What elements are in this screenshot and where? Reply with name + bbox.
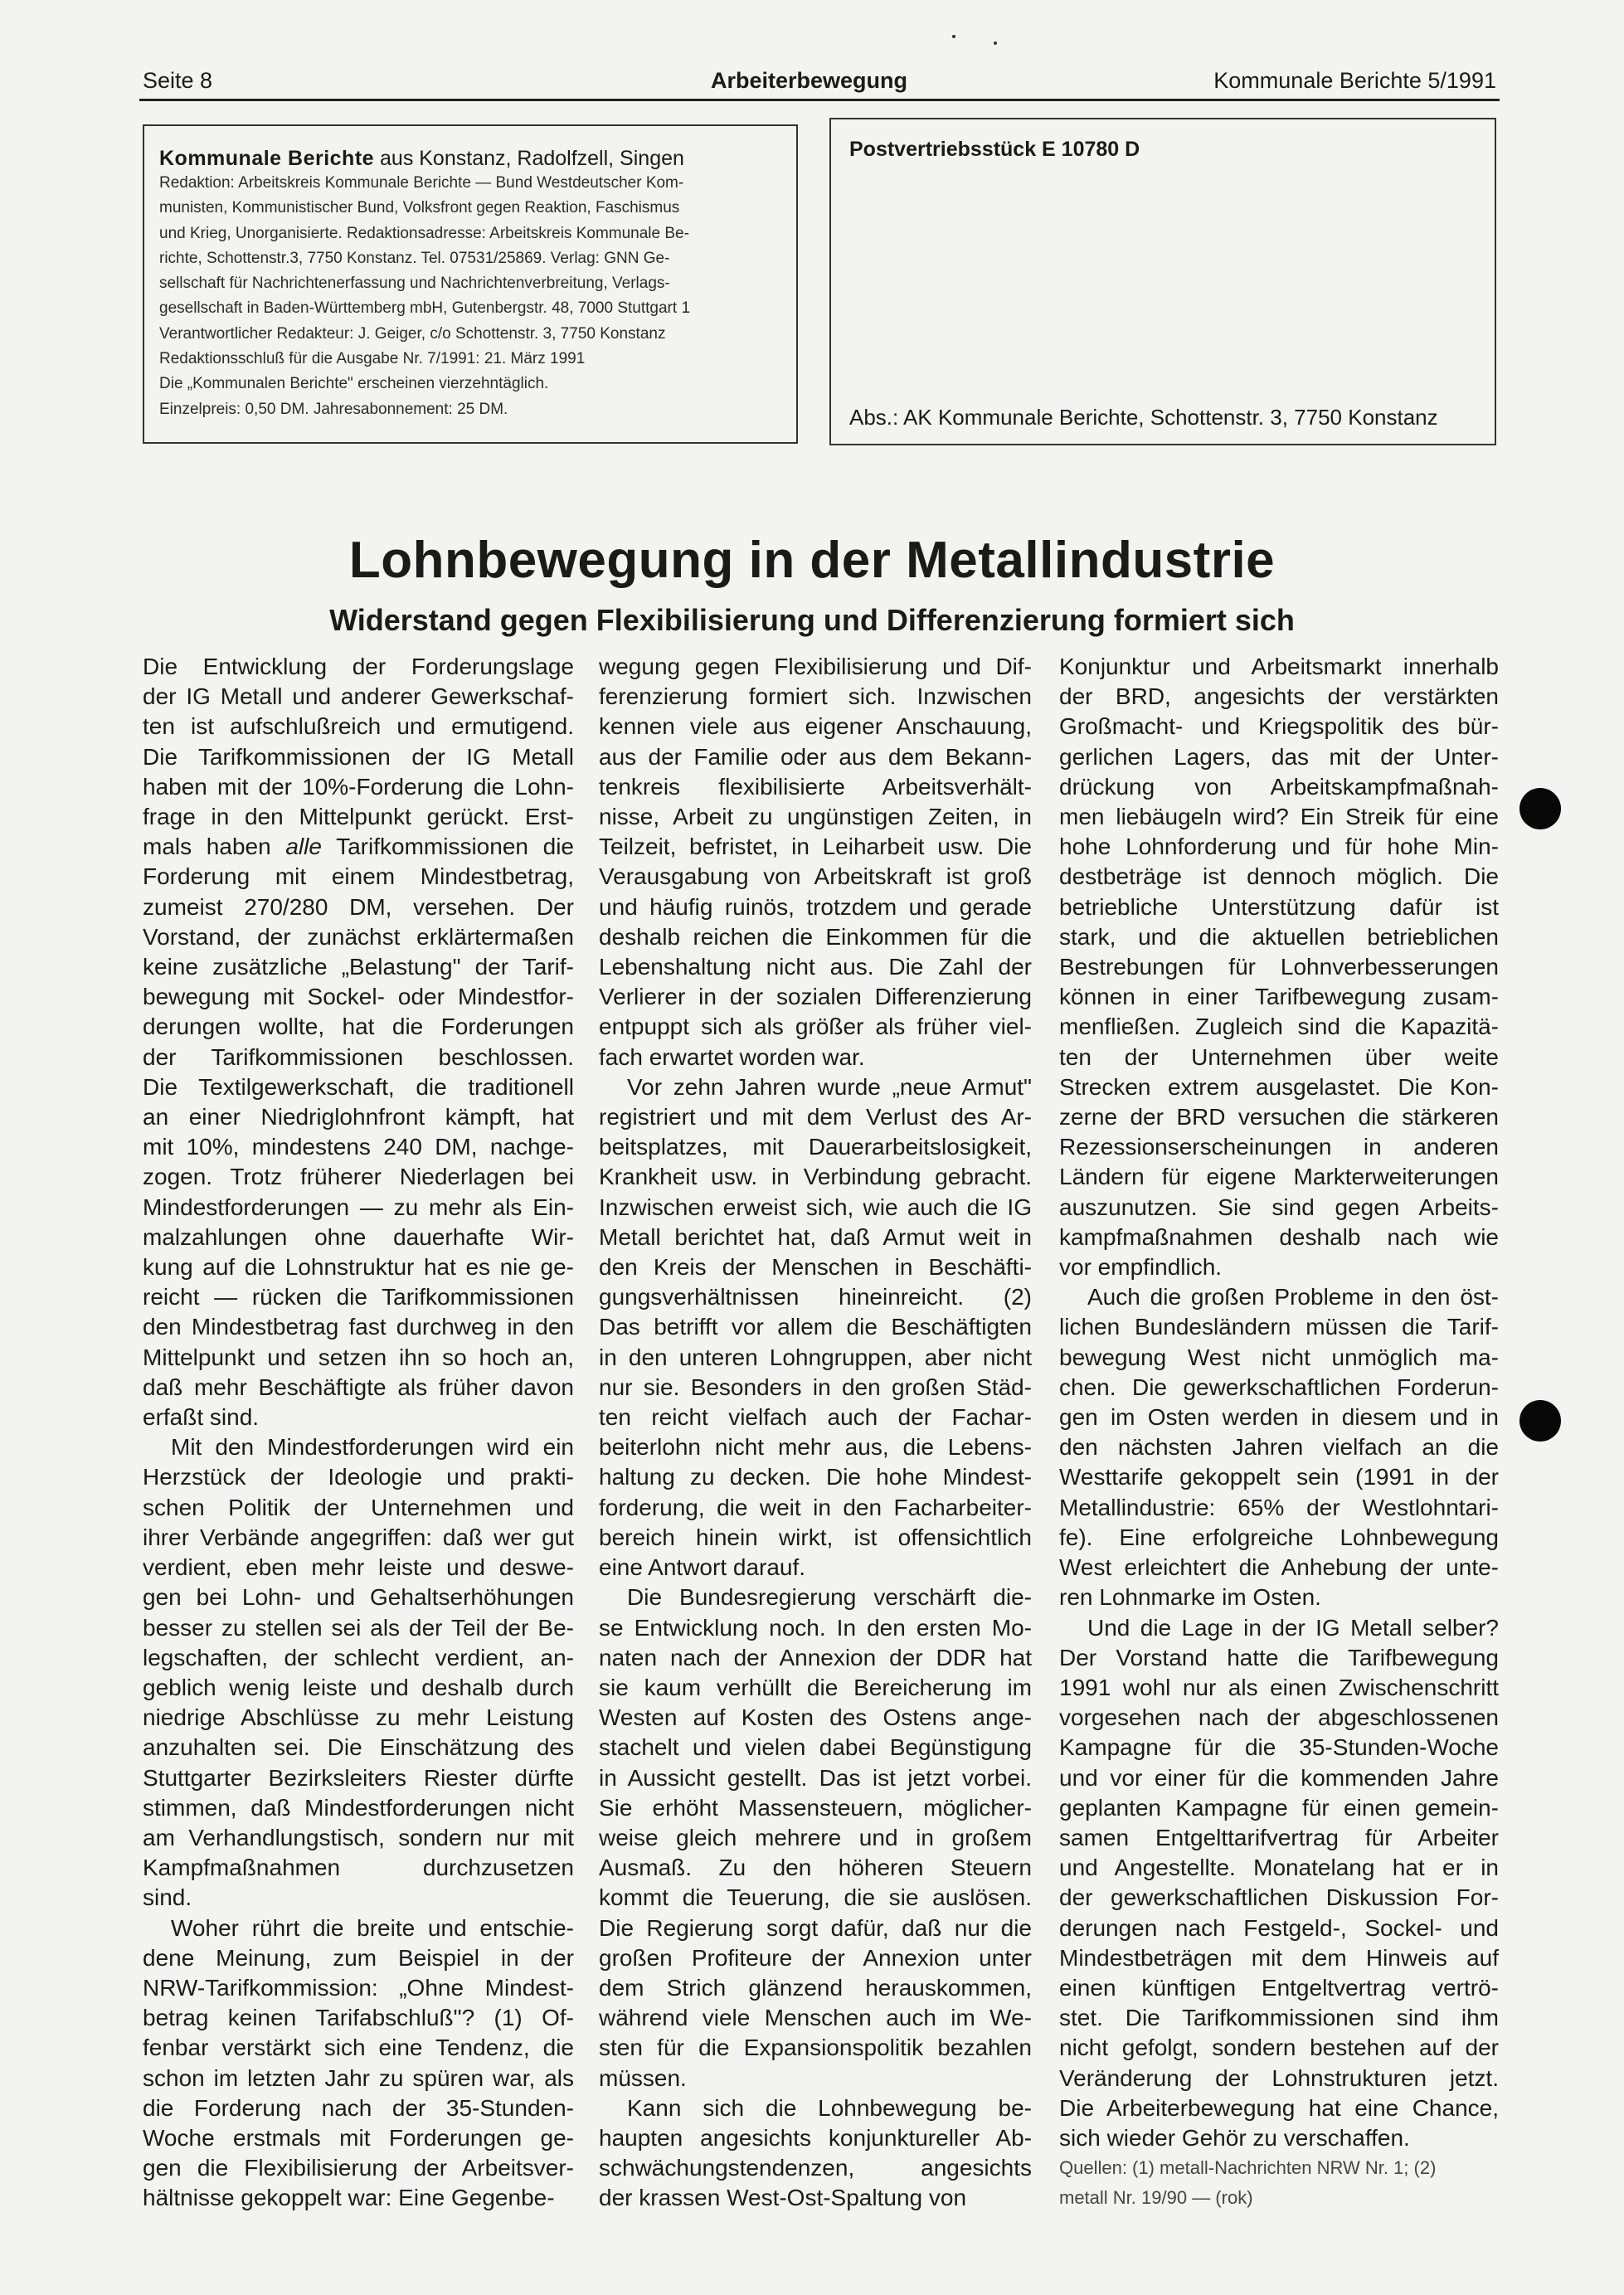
article-line: gen die Flexibilisierung der Arbeitsver- — [143, 2155, 574, 2181]
page-header — [143, 68, 1496, 96]
article-line: Konjunktur und Arbeitsmarkt innerhalb — [1059, 654, 1499, 679]
article-line: beitsplatzes, mit Dauerarbeitslosigkeit, — [599, 1134, 1032, 1160]
article-column-2 — [599, 652, 1032, 2214]
article-line: Das betrifft vor allem die Beschäftigten — [599, 1314, 1032, 1340]
article-line: und häufig ruinös, trotzdem und gerade — [599, 893, 1032, 920]
article-line: nicht gefolgt, sondern bestehen auf der — [1059, 2035, 1499, 2061]
article-line: den nächsten Jahren vielfach an die — [1059, 1434, 1499, 1461]
article-line: ihrer Verbände angegriffen: daß wer gut — [143, 1524, 574, 1550]
article-line: während viele Menschen auch im We- — [599, 2005, 1032, 2031]
article-line: betriebliche Unterstützung dafür ist — [1059, 893, 1499, 920]
article-line: stark, und die aktuellen betrieblichen — [1059, 923, 1499, 950]
article-line: Krankheit usw. in Verbindung gebracht. — [599, 1164, 1032, 1190]
article-line: tenkreis flexibilisierte Arbeitsverhält- — [599, 773, 1032, 800]
article-line: kampfmaßnahmen deshalb nach wie — [1059, 1223, 1499, 1250]
article-line: hohe Lohnforderung und für hohe Min- — [1059, 834, 1499, 860]
article-line: gungsverhältnissen hineinreicht. (2) — [599, 1284, 1032, 1310]
article-line: Inzwischen erweist sich, wie auch die IG — [599, 1194, 1032, 1220]
article-line: Sie erhöht Massensteuern, möglicher- — [599, 1794, 1032, 1821]
impressum-title — [159, 146, 783, 171]
article-column-1 — [143, 652, 574, 2214]
article-line: vorgesehen nach der abgeschlossenen — [1059, 1704, 1499, 1731]
article-line: Westtarife gekoppelt sein (1991 in der — [1059, 1464, 1499, 1490]
article-line: Verlierer in der sozialen Differenzierung — [599, 984, 1032, 1010]
impressum-line: Verantwortlicher Redakteur: J. Geiger, c/o Schottenstr. 3, 7750 Konstanz — [159, 324, 666, 343]
article-line: lichen Bundesländern müssen die Tarif- — [1059, 1314, 1499, 1340]
article-line: zumeist 270/280 DM, versehen. Der — [143, 893, 574, 920]
article-line: beiterlohn nicht mehr aus, die Lebens- — [599, 1434, 1032, 1461]
article-line: haupten angesichts konjunktureller Ab- — [599, 2124, 1032, 2151]
article-line: derungen wollte, hat die Forderungen — [143, 1014, 574, 1040]
impressum-title-rest: aus Konstanz, Radolfzell, Singen — [374, 147, 684, 170]
sender-address: Abs.: AK Kommunale Berichte, Schottenstr. 3, 7750 Konstanz — [849, 405, 1438, 430]
article-line: gen bei Lohn- und Gehaltserhöhungen — [143, 1584, 574, 1611]
article-line: nur sie. Besonders in den großen Städ- — [599, 1374, 1032, 1400]
article-line: malzahlungen ohne dauerhafte Wir- — [143, 1223, 574, 1250]
article-line: aus der Familie oder aus dem Bekann- — [599, 743, 1032, 770]
article-line: ten ist aufschlußreich und ermutigend. — [143, 713, 574, 740]
impressum-line: Redaktion: Arbeitskreis Kommunale Berichte — Bund Westdeutscher Kom- — [159, 174, 684, 192]
article-line: der Tarifkommissionen beschlossen. — [143, 1043, 574, 1070]
impressum-line: sellschaft für Nachrichtenerfassung und Nachrichtenverbreitung, Verlags- — [159, 275, 670, 293]
article-line: daß mehr Beschäftigte als früher davon — [143, 1374, 574, 1400]
article-line: Herzstück der Ideologie und prakti- — [143, 1464, 574, 1490]
article-line: haltung zu decken. Die hohe Mindest- — [599, 1464, 1032, 1490]
article-line: Metallindustrie: 65% der Westlohntari- — [1059, 1494, 1499, 1520]
article-line: Bestrebungen für Lohnverbesserungen — [1059, 954, 1499, 980]
article-line: einen künftigen Entgeltvertrag vertrö- — [1059, 1974, 1499, 2001]
impressum-line: munisten, Kommunistischer Bund, Volksfront gegen Reaktion, Faschismus — [159, 199, 680, 217]
article-line: metall Nr. 19/90 — (rok) — [1059, 2187, 1253, 2209]
article-line: müssen. — [599, 2064, 687, 2091]
impressum-line: Einzelpreis: 0,50 DM. Jahresabonnement: 25 DM. — [159, 400, 508, 418]
article-line: am Verhandlungstisch, sondern nur mit — [143, 1824, 574, 1850]
article-line: gen im Osten werden in diesem und in — [1059, 1404, 1499, 1431]
article-line: frage in den Mittelpunkt gerückt. Erst- — [143, 804, 574, 830]
article-line: Mindestbeträgen mit dem Hinweis auf — [1059, 1944, 1499, 1971]
article-line: sten für die Expansionspolitik bezahlen — [599, 2035, 1032, 2061]
article-line: dene Meinung, zum Beispiel in der — [143, 1944, 574, 1971]
article-line: Kampfmaßnahmen durchzusetzen — [143, 1855, 574, 1881]
article-line: sind. — [143, 1884, 192, 1911]
section-name: Arbeiterbewegung — [711, 68, 908, 93]
article-line: bewegung West nicht unmöglich ma- — [1059, 1344, 1499, 1370]
article-line: Metall berichtet hat, daß Armut weit in — [599, 1223, 1032, 1250]
article-line: entpuppt sich als größer als früher viel- — [599, 1014, 1032, 1040]
article-line: stet. Die Tarifkommissionen sind ihm — [1059, 2005, 1499, 2031]
page-number: Seite 8 — [143, 68, 213, 93]
article-line: verdient, eben mehr leiste und deswe- — [143, 1554, 574, 1581]
punch-hole — [1519, 1400, 1561, 1442]
article-line: fach erwartet worden war. — [599, 1043, 865, 1070]
article-line: dem Strich glänzend herauskommen, — [599, 1974, 1032, 2001]
article-line: Der Vorstand hatte die Tarifbewegung — [1059, 1644, 1499, 1670]
article-line: Kampagne für die 35-Stunden-Woche — [1059, 1734, 1499, 1761]
article-line: sie kaum verhüllt die Bereicherung im — [599, 1674, 1032, 1700]
article-line: schen Politik der Unternehmen und — [143, 1494, 574, 1520]
article-line: Westen auf Kosten des Ostens ange- — [599, 1704, 1032, 1731]
paper-speck — [994, 41, 997, 45]
article-line: die Forderung nach der 35-Stunden- — [143, 2094, 574, 2121]
article-line: Die Arbeiterbewegung hat eine Chance, — [1059, 2094, 1499, 2121]
article-line: reicht — rücken die Tarifkommissionen — [143, 1284, 574, 1310]
article-line: samen Entgelttarifvertrag für Arbeiter — [1059, 1824, 1499, 1850]
article-line: Die Textilgewerkschaft, die traditionell — [143, 1073, 574, 1100]
article-line: schwächungstendenzen, angesichts — [599, 2155, 1032, 2181]
article-line: und vor einer für die kommenden Jahre — [1059, 1764, 1499, 1791]
article-line: stachelt und vielen dabei Begünstigung — [599, 1734, 1032, 1761]
article-line: derungen nach Festgeld-, Sockel- und — [1059, 1914, 1499, 1941]
article-line: den Kreis der Menschen in Beschäfti- — [599, 1254, 1032, 1281]
article-line: erfaßt sind. — [143, 1404, 260, 1431]
article-line: mit 10%, mindestens 240 DM, nachge- — [143, 1134, 574, 1160]
article-line: ten der Unternehmen über weite — [1059, 1043, 1499, 1070]
article-line: sich wieder Gehör zu verschaffen. — [1059, 2124, 1410, 2151]
article-line: zogen. Trotz früherer Niederlagen bei — [143, 1164, 574, 1190]
punch-hole — [1519, 788, 1561, 829]
article-line: niedrige Abschlüsse zu mehr Leistung — [143, 1704, 574, 1731]
article-line: Stuttgarter Bezirksleiters Riester dürfte — [143, 1764, 574, 1791]
article-line: forderung, die weit in den Facharbeiter- — [599, 1494, 1032, 1520]
article-line: hältnisse gekoppelt war: Eine Gegenbe- — [143, 2185, 555, 2211]
article-line: kommt die Teuerung, die sie auslösen. — [599, 1884, 1032, 1911]
article-line: auszunutzen. Sie sind gegen Arbeits- — [1059, 1194, 1499, 1220]
article-line: Veränderung der Lohnstrukturen jetzt. — [1059, 2064, 1499, 2091]
article-line: bewegung mit Sockel- oder Mindestfor- — [143, 984, 574, 1010]
article-line: bereich hinein wirkt, ist offensichtlich — [599, 1524, 1032, 1550]
article-line: menfließen. Zugleich sind die Kapazitä- — [1059, 1014, 1499, 1040]
article-line: kennen viele aus eigener Anschauung, — [599, 713, 1032, 740]
article-line: Woher rührt die breite und entschie- — [171, 1914, 574, 1941]
article-line: Lebenshaltung nicht aus. Die Zahl der — [599, 954, 1032, 980]
article-line: fenbar verstärkt sich eine Tendenz, die — [143, 2035, 574, 2061]
article-line: vor empfindlich. — [1059, 1254, 1223, 1281]
article-line: Forderung mit einem Mindestbetrag, — [143, 863, 574, 890]
article-line: Mittelpunkt und setzen ihn so hoch an, — [143, 1344, 574, 1370]
article-line: ren Lohnmarke im Osten. — [1059, 1584, 1321, 1611]
impressum-line: und Krieg, Unorganisierte. Redaktionsadresse: Arbeitskreis Kommunale Be- — [159, 224, 689, 242]
article-line: Die Bundesregierung verschärft die- — [627, 1584, 1032, 1611]
article-line: eine Antwort darauf. — [599, 1554, 806, 1581]
article-line: Auch die großen Probleme in den öst- — [1087, 1284, 1499, 1310]
article-line: können in einer Tarifbewegung zusam- — [1059, 984, 1499, 1010]
article-line: Die Entwicklung der Forderungslage — [143, 654, 574, 679]
article-line: den Mindestbetrag fast durchweg in den — [143, 1314, 574, 1340]
article-line: Vor zehn Jahren wurde „neue Armut" — [627, 1073, 1032, 1100]
article-line: registriert und mit dem Verlust des Ar- — [599, 1104, 1032, 1130]
impressum-title-bold: Kommunale Berichte — [159, 147, 375, 170]
article-line: schon im letzten Jahr zu spüren war, als — [143, 2064, 574, 2091]
article-line: haben mit der 10%-Forderung die Lohn- — [143, 773, 574, 800]
article-line: und Angestellte. Monatelang hat er in — [1059, 1855, 1499, 1881]
article-line: Woche erstmals mit Forderungen ge- — [143, 2124, 574, 2151]
impressum-text — [159, 171, 783, 422]
article-title: Lohnbewegung in der Metallindustrie — [348, 532, 1276, 589]
article-subtitle: Widerstand gegen Flexibilisierung und Differenzierung formiert sich — [329, 603, 1295, 637]
article-line: weise gleich mehrere und in großem — [599, 1824, 1032, 1850]
postal-box — [829, 118, 1496, 445]
article-line: zerne der BRD versuchen die stärkeren — [1059, 1104, 1499, 1130]
article-line: Rezessionserscheinungen in anderen — [1059, 1134, 1499, 1160]
article-line: Strecken extrem ausgelastet. Die Kon- — [1059, 1073, 1499, 1100]
publication-issue: Kommunale Berichte 5/1991 — [1213, 68, 1496, 93]
article-line: Und die Lage in der IG Metall selber? — [1087, 1614, 1499, 1641]
impressum-line: Redaktionsschluß für die Ausgabe Nr. 7/1991: 21. März 1991 — [159, 350, 586, 368]
emphasis: alle — [285, 834, 322, 860]
article-line: destbeträge ist dennoch möglich. Die — [1059, 863, 1499, 890]
article-line: nisse, Arbeit zu ungünstigen Zeiten, in — [599, 804, 1032, 830]
article-line: mals haben alle Tarifkommissionen die — [143, 834, 574, 860]
article-line: betrag keinen Tarifabschluß"? (1) Of- — [143, 2005, 574, 2031]
article-line: der krassen West-Ost-Spaltung von — [599, 2185, 967, 2211]
article-line: Mit den Mindestforderungen wird ein — [171, 1434, 574, 1461]
article-line: Ländern für eigene Markterweiterungen — [1059, 1164, 1499, 1190]
article-line: großen Profiteure der Annexion unter — [599, 1944, 1032, 1971]
article-column-3 — [1059, 652, 1499, 2214]
article-line: in Aussicht gestellt. Das ist jetzt vorbei. — [599, 1764, 1032, 1791]
impressum-line: gesellschaft in Baden-Württemberg mbH, Gutenbergstr. 48, 7000 Stuttgart 1 — [159, 299, 691, 318]
article-line: in den unteren Lohngruppen, aber nicht — [599, 1344, 1032, 1370]
article-line: Quellen: (1) metall-Nachrichten NRW Nr. 1; (2) — [1059, 2157, 1437, 2179]
article-line: Teilzeit, befristet, in Leiharbeit usw. Die — [599, 834, 1032, 860]
impressum-line: richte, Schottenstr.3, 7750 Konstanz. Tel. 07531/25869. Verlag: GNN Ge- — [159, 249, 670, 267]
paper-speck — [952, 35, 955, 38]
article-line: men liebäugeln wird? Ein Streik für eine — [1059, 804, 1499, 830]
article-line: Vorstand, der zunächst erklärtermaßen — [143, 923, 574, 950]
article-line: der IG Metall und anderer Gewerkschaf- — [143, 683, 574, 710]
article-line: wegung gegen Flexibilisierung und Dif- — [599, 654, 1032, 679]
article-line: Ausmaß. Zu den höheren Steuern — [599, 1855, 1032, 1881]
postal-id: Postvertriebsstück E 10780 D — [849, 138, 1140, 161]
article-line: Die Regierung sorgt dafür, daß nur die — [599, 1914, 1032, 1941]
article-line: chen. Die gewerkschaftlichen Forderun- — [1059, 1374, 1499, 1400]
article-line: legschaften, der schlecht verdient, an- — [143, 1644, 574, 1670]
article-line: Verausgabung von Arbeitskraft ist groß — [599, 863, 1032, 890]
article-line: geplanten Kampagne für einen gemein- — [1059, 1794, 1499, 1821]
article-line: West erleichtert die Anhebung der unte- — [1059, 1554, 1499, 1581]
article-line: ferenzierung formiert sich. Inzwischen — [599, 683, 1032, 710]
impressum-line: Die „Kommunalen Berichte" erscheinen vierzehntäglich. — [159, 375, 549, 393]
article-line: anzuhalten sei. Die Einschätzung des — [143, 1734, 574, 1761]
article-line: gerlichen Lagers, das mit der Unter- — [1059, 743, 1499, 770]
impressum-box — [143, 124, 798, 444]
article-line: NRW-Tarifkommission: „Ohne Mindest- — [143, 1974, 574, 2001]
article-line: stimmen, daß Mindestforderungen nicht — [143, 1794, 574, 1821]
article-line: der gewerkschaftlichen Diskussion For- — [1059, 1884, 1499, 1911]
article-line: drückung von Arbeitskampfmaßnah- — [1059, 773, 1499, 800]
article-line: Kann sich die Lohnbewegung be- — [627, 2094, 1032, 2121]
article-line: 1991 wohl nur als einen Zwischenschritt — [1059, 1674, 1499, 1700]
article-line: geblich wenig leiste und deshalb durch — [143, 1674, 574, 1700]
article-line: keine zusätzliche „Belastung" der Tarif- — [143, 954, 574, 980]
article-line: Mindestforderungen — zu mehr als Ein- — [143, 1194, 574, 1220]
article-line: besser zu stellen sei als der Teil der Be- — [143, 1614, 574, 1641]
article-line: an einer Niedriglohnfront kämpft, hat — [143, 1104, 574, 1130]
article-line: Die Tarifkommissionen der IG Metall — [143, 743, 574, 770]
header-rule — [139, 99, 1500, 101]
article-line: se Entwicklung noch. In den ersten Mo- — [599, 1614, 1032, 1641]
article-line: deshalb reichen die Einkommen für die — [599, 923, 1032, 950]
article-line: ten reicht vielfach auch der Fachar- — [599, 1404, 1032, 1431]
article-line: Großmacht- und Kriegspolitik des bür- — [1059, 713, 1499, 740]
article-line: der BRD, angesichts der verstärkten — [1059, 683, 1499, 710]
article-line: naten nach der Annexion der DDR hat — [599, 1644, 1032, 1670]
article-line: fe). Eine erfolgreiche Lohnbewegung — [1059, 1524, 1499, 1550]
article-line: kung auf die Lohnstruktur hat es nie ge- — [143, 1254, 574, 1281]
